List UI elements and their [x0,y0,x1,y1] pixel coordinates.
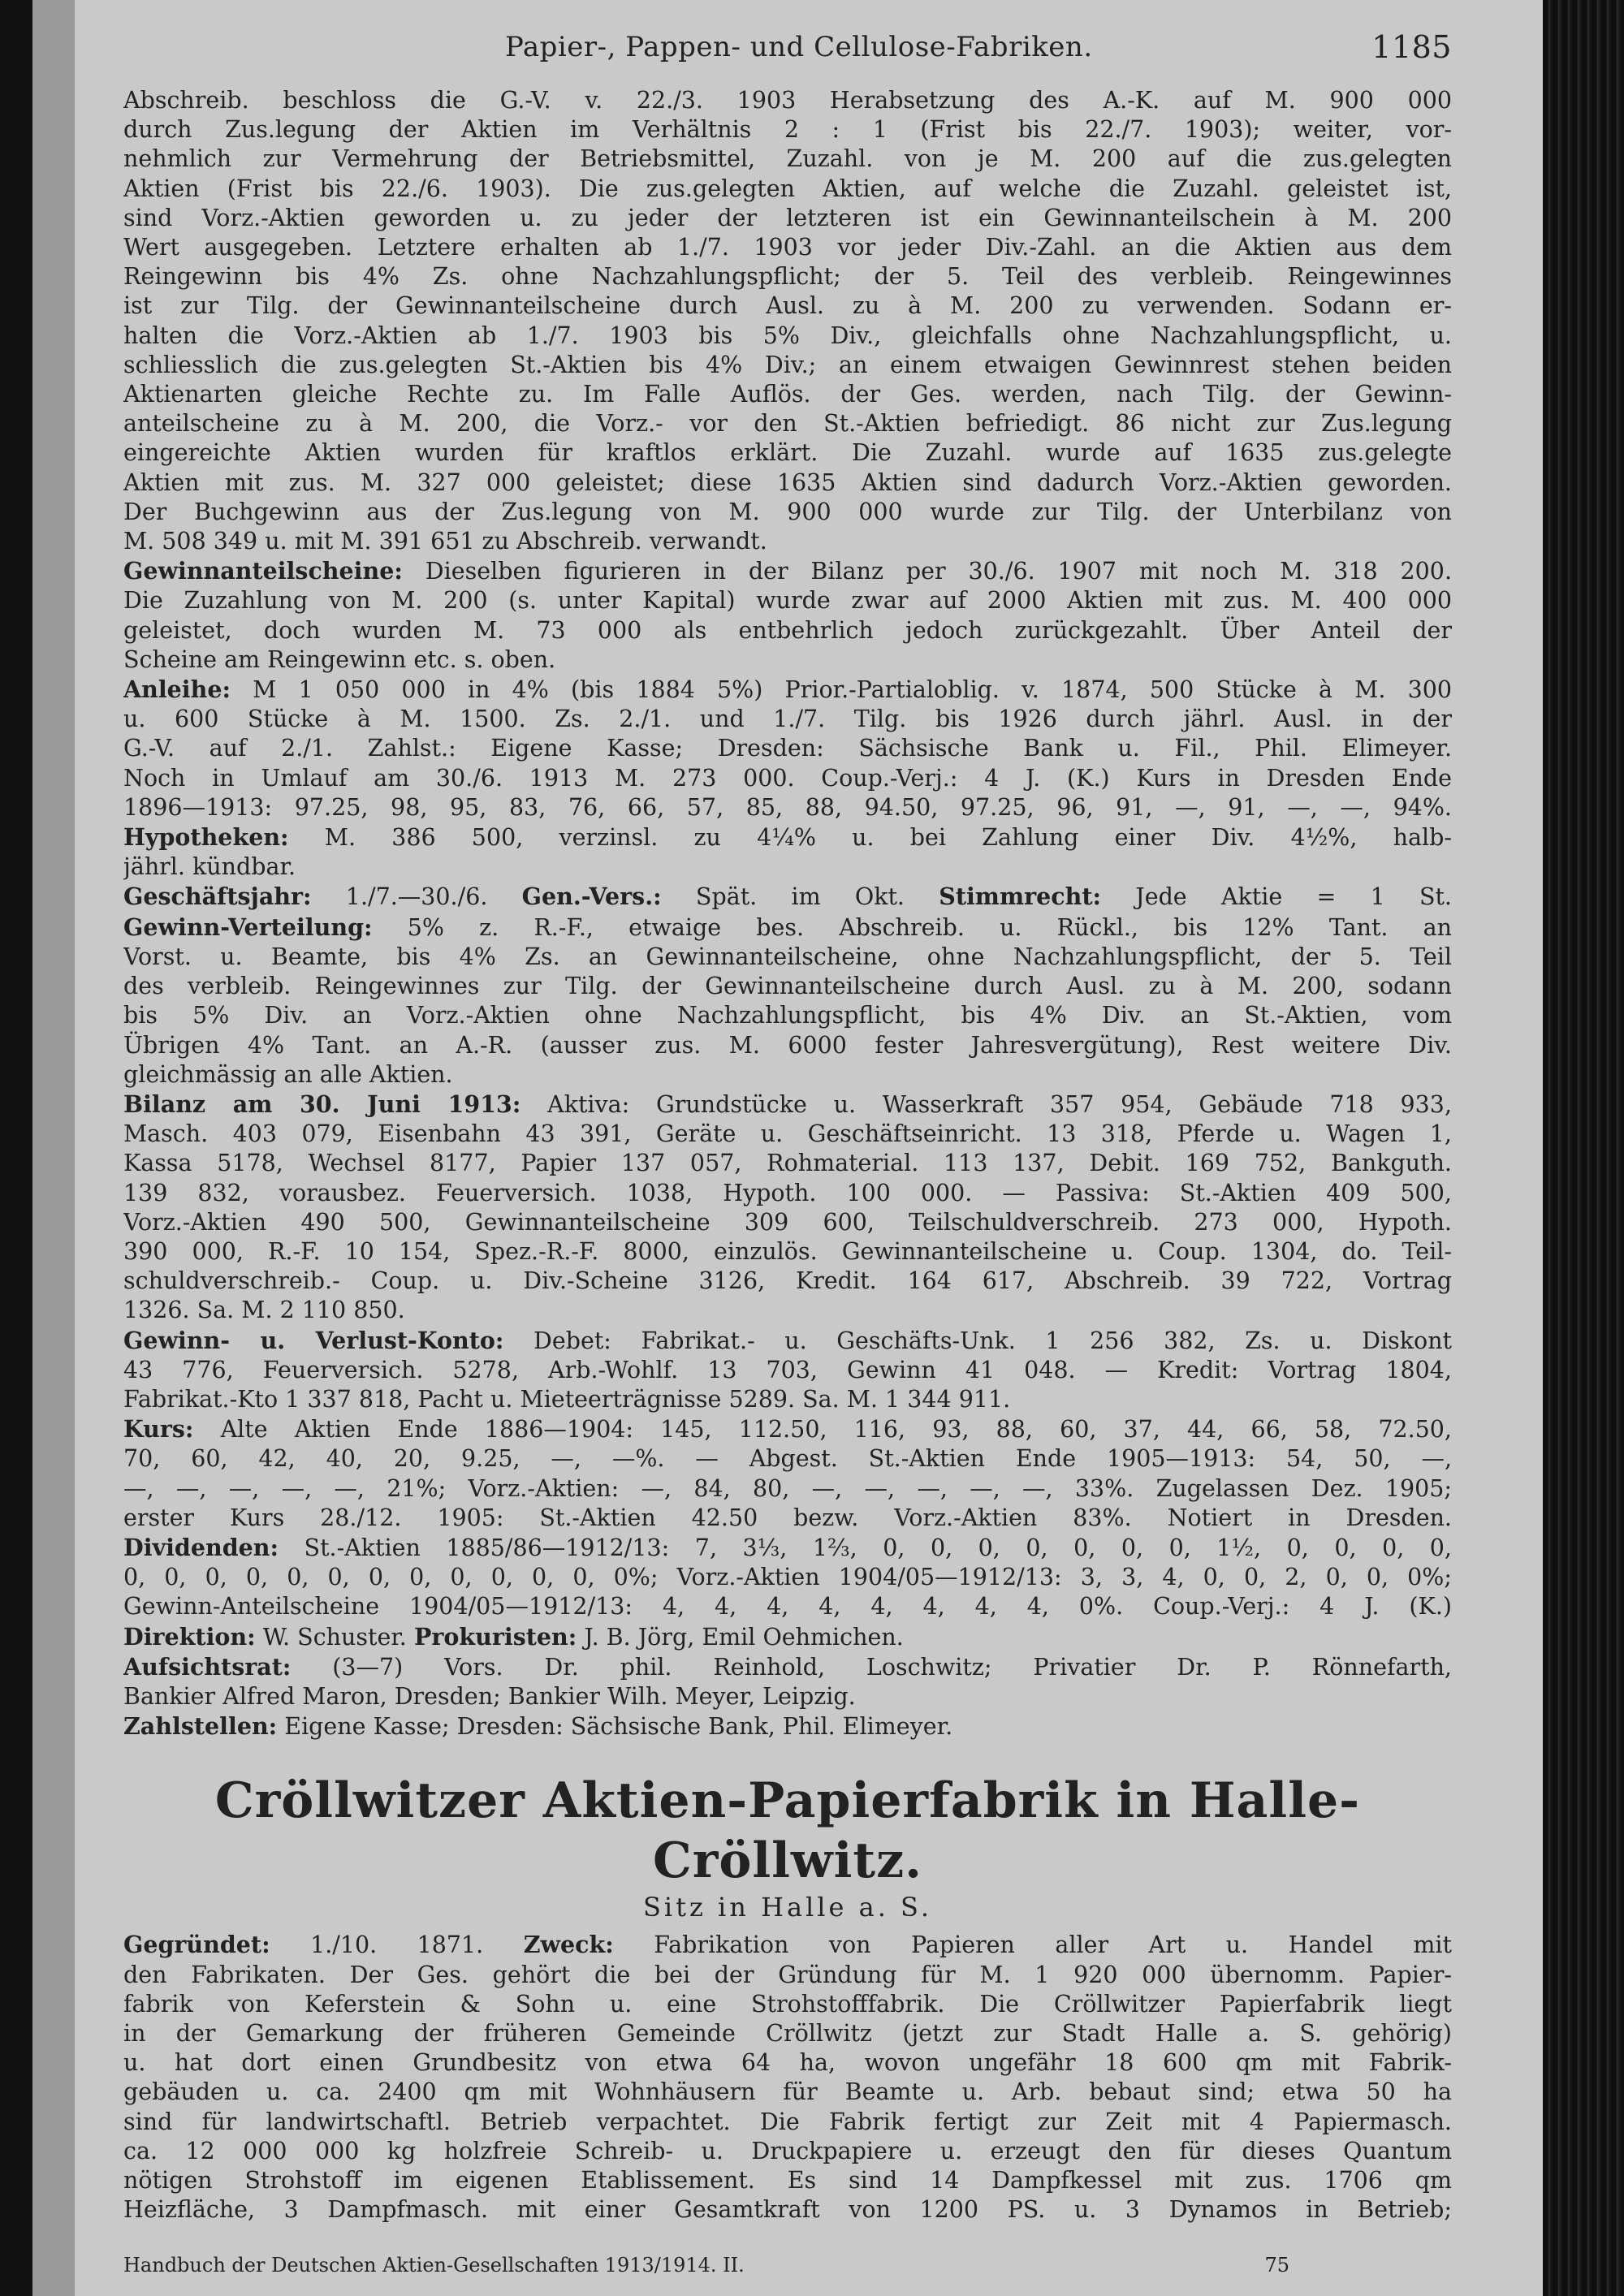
page-footer [123,2251,1452,2280]
text-line: Vorst. u. Beamte, bis 4% Zs. an Gewinnanteilscheine, ohne Nachzahlungspflicht, der 5. Teil [123,943,1452,970]
text-line: den Fabrikaten. Der Ges. gehört die bei der Gründung für M. 1 920 000 übernomm. Papier- [123,1961,1452,1988]
text-run: Aktiva: Grundstücke u. Wasserkraft 357 954, Gebäude 718 933, [520,1090,1452,1118]
text-line: u. 600 Stücke à M. 1500. Zs. 2./1. und 1./7. Tilg. bis 1926 durch jährl. Ausl. in der [123,706,1452,733]
section-label: Anleihe: [123,675,231,704]
text-line: Die Zuzahlung von M. 200 (s. unter Kapital) wurde zwar auf 2000 Aktien mit zus. M. 400 000 [123,587,1452,615]
section-label: Dividenden: [123,1533,279,1561]
company-description [123,1930,1452,2225]
text-line: Masch. 403 079, Eisenbahn 43 391, Geräte u. Geschäftseinricht. 13 318, Pferde u. Wagen 1, [123,1120,1452,1148]
scan-left-edge [0,0,32,2296]
section-label: Kurs: [123,1415,194,1444]
section-label: Zahlstellen: [123,1712,278,1741]
text-line: fabrik von Keferstein & Sohn u. eine Strohstofffabrik. Die Cröllwitzer Papierfabrik liegt [123,1990,1452,2018]
text-run: Spät. im Okt. [661,883,939,911]
text-line: u. hat dort einen Grundbesitz von etwa 64 ha, wovon ungefähr 18 600 qm mit Fabrik- [123,2049,1452,2077]
text-line: nehmlich zur Vermehrung der Betriebsmittel, Zuzahl. von je M. 200 auf die zus.gelegten [123,145,1452,173]
document-page [75,0,1543,2296]
text-line [123,1326,1452,1356]
section-label: Gewinn-Verteilung: [123,913,373,941]
text-line: eingereichte Aktien wurden für kraftlos erklärt. Die Zuzahl. wurde auf 1635 zus.gelegte [123,439,1452,467]
text-line: 70, 60, 42, 40, 20, 9.25, —, —%. — Abgest. St.-Aktien Ende 1905—1913: 54, 50, —, [123,1445,1452,1473]
running-header [505,29,1452,65]
text-run: St.-Aktien 1885/86—1912/13: 7, 3⅓, 1⅔, 0, 0, 0, 0, 0, 0, 0, 1½, 0, 0, 0, 0, [279,1534,1452,1561]
section-label: Stimmrecht: [939,883,1102,911]
text-run: Jede Aktie = 1 St. [1101,883,1452,911]
page-content [123,29,1452,2281]
page-number: 1185 [1371,29,1452,65]
text-run: Fabrikation von Papieren aller Art u. Handel mit [613,1931,1452,1959]
section-label: Geschäftsjahr: [123,883,312,911]
text-line: Der Buchgewinn aus der Zus.legung von M. 900 000 wurde zur Tilg. der Unterbilanz von [123,498,1452,525]
text-line: schuldverschreib.- Coup. u. Div.-Scheine 3126, Kredit. 164 617, Abschreib. 39 722, Vortrag [123,1267,1452,1295]
text-run: W. Schuster. [255,1623,414,1651]
section-label: Zweck: [523,1931,614,1959]
text-line: geleistet, doch wurden M. 73 000 als entbehrlich jedoch zurückgezahlt. Über Anteil der [123,616,1452,644]
text-line [123,913,1452,943]
text-line [123,1414,1452,1444]
text-line: Heizfläche, 3 Dampfmasch. mit einer Gesamtkraft von 1200 PS. u. 3 Dynamos in Betrieb; [123,2196,1452,2224]
footer-source: Handbuch der Deutschen Aktien-Gesellschaften 1913/1914. II. [123,2254,745,2277]
bilanz-section [123,1090,1452,1326]
text-line: Aktien mit zus. M. 327 000 geleistet; diese 1635 Aktien sind dadurch Vorz.-Aktien geworden. [123,468,1452,496]
text-line [123,1652,1452,1682]
text-run: M 1 050 000 in 4% (bis 1884 5%) Prior.-Partialoblig. v. 1874, 500 Stücke à M. 300 [231,676,1452,704]
text-line: jährl. kündbar. [123,853,296,881]
footer-signature: 75 [1264,2254,1289,2277]
text-run: Dieselben figurieren in der Bilanz per 30./6. 1907 mit noch M. 318 200. [402,558,1452,585]
text-line [123,1930,1452,1960]
text-line [123,675,1452,705]
text-line [123,822,1452,852]
text-line: Fabrikat.-Kto 1 337 818, Pacht u. Mieteerträgnisse 5289. Sa. M. 1 344 911. [123,1385,1011,1413]
text-run: (3—7) Vors. Dr. phil. Reinhold, Loschwitz; Privatier Dr. P. Rönnefarth, [291,1653,1452,1681]
text-run: J. B. Jörg, Emil Oehmichen. [577,1623,904,1651]
text-line: Aktien (Frist bis 22./6. 1903). Die zus.gelegten Aktien, auf welche die Zuzahl. geleistet ist, [123,175,1452,202]
text-line: anteilscheine zu à M. 200, die Vorz.- vor den St.-Aktien befriedigt. 86 nicht zur Zus.legung [123,410,1452,438]
company-subtitle: Sitz in Halle a. S. [643,1892,932,1923]
gewinn-verteilung-section [123,913,1452,1090]
text-line [123,1622,1452,1652]
text-line: 390 000, R.-F. 10 154, Spez.-R.-F. 8000, einzulös. Gewinnanteilscheine u. Coup. 1304, do. Teil- [123,1237,1452,1265]
text-line: Gewinn-Anteilscheine 1904/05—1912/13: 4, 4, 4, 4, 4, 4, 4, 4, 0%. Coup.-Verj.: 4 J. (K.) [123,1593,1452,1621]
text-line: 0, 0, 0, 0, 0, 0, 0, 0, 0, 0, 0, 0, 0%; Vorz.-Aktien 1904/05—1912/13: 3, 3, 4, 0, 0, 2, 0, 0, 0%; [123,1564,1452,1591]
scan-right-edge [1543,0,1624,2296]
text-line: Noch in Umlauf am 30./6. 1913 M. 273 000. Coup.-Verj.: 4 J. (K.) Kurs in Dresden Ende [123,764,1452,792]
text-run: M. 386 500, verzinsl. zu 4¼% u. bei Zahlung einer Div. 4½%, halb- [288,824,1452,852]
section-label: Gen.-Vers.: [521,883,662,911]
previous-page-strip [32,0,75,2296]
text-line: in der Gemarkung der früheren Gemeinde Cröllwitz (jetzt zur Stadt Halle a. S. gehörig) [123,2019,1452,2047]
text-run: Debet: Fabrikat.- u. Geschäfts-Unk. 1 256 382, Zs. u. Diskont [503,1327,1452,1354]
hypotheken-section [123,822,1452,882]
text-line: —, —, —, —, —, 21%; Vorz.-Aktien: —, 84, 80, —, —, —, —, —, 33%. Zugelassen Dez. 1905; [123,1474,1452,1502]
aufsichtsrat-section [123,1652,1452,1711]
text-line: Abschreib. beschloss die G.-V. v. 22./3. 1903 Herabsetzung des A.-K. auf M. 900 000 [123,87,1452,114]
section-label: Aufsichtsrat: [123,1652,292,1681]
text-line: Vorz.-Aktien 490 500, Gewinnanteilscheine 309 600, Teilschuldverschreib. 273 000, Hypoth. [123,1208,1452,1236]
text-line [123,1090,1452,1120]
text-run: 1./7.—30./6. [311,883,522,911]
geschaeftsjahr-section [123,882,1452,912]
text-line: ist zur Tilg. der Gewinnanteilscheine durch Ausl. zu à M. 200 zu verwenden. Sodann er- [123,292,1452,320]
text-line: schliesslich die zus.gelegten St.-Aktien bis 4% Div.; an einem etwaigen Gewinnrest stehen beiden [123,351,1452,378]
text-run: 1./10. 1871. [270,1931,524,1959]
company-title: Cröllwitzer Aktien-Papierfabrik in Halle-Cröllwitz. [214,1772,1361,1890]
anleihe-section [123,675,1452,822]
text-line: Wert ausgegeben. Letztere erhalten ab 1./7. 1903 vor jeder Div.-Zahl. an die Aktien aus dem [123,234,1452,261]
text-line: Aktienarten gleiche Rechte zu. Im Falle Auflös. der Ges. werden, nach Tilg. der Gewinn- [123,381,1452,408]
text-line: 1326. Sa. M. 2 110 850. [123,1297,405,1324]
text-line: ca. 12 000 000 kg holzfreie Schreib- u. Druckpapiere u. erzeugt den für dieses Quantum [123,2137,1452,2164]
text-line: Scheine am Reingewinn etc. s. oben. [123,645,556,673]
text-line: M. 508 349 u. mit M. 391 651 zu Abschreib. verwandt. [123,528,767,555]
kurs-section [123,1414,1452,1533]
text-line: Reingewinn bis 4% Zs. ohne Nachzahlungspflicht; der 5. Teil des verbleib. Reingewinnes [123,263,1452,291]
text-line: G.-V. auf 2./1. Zahlst.: Eigene Kasse; Dresden: Sächsische Bank u. Fil., Phil. Elimeyer. [123,735,1452,762]
text-run: Alte Aktien Ende 1886—1904: 145, 112.50, 116, 93, 88, 60, 37, 44, 66, 58, 72.50, [193,1416,1452,1444]
section-label: Hypotheken: [123,823,289,852]
text-line: 1896—1913: 97.25, 98, 95, 83, 76, 66, 57, 85, 88, 94.50, 97.25, 96, 91, —, 91, —, —, 94%. [123,793,1452,821]
text-line: 139 832, vorausbez. Feuerversich. 1038, Hypoth. 100 000. — Passiva: St.-Aktien 409 500, [123,1179,1452,1206]
text-line: Kassa 5178, Wechsel 8177, Papier 137 057, Rohmaterial. 113 137, Debit. 169 752, Bankguth. [123,1150,1452,1177]
text-line [123,1533,1452,1563]
gewinnanteilscheine-section [123,556,1452,675]
text-line: Übrigen 4% Tant. an A.-R. (ausser zus. M. 6000 fester Jahresvergütung), Rest weitere Div. [123,1031,1452,1059]
dividenden-section [123,1533,1452,1622]
section-label: Bilanz am 30. Juni 1913: [123,1090,521,1118]
section-label: Prokuristen: [413,1622,577,1651]
text-line [123,882,1452,912]
text-line: Bankier Alfred Maron, Dresden; Bankier Wilh. Meyer, Leipzig. [123,1682,856,1710]
direktion-section [123,1622,1452,1652]
text-line: bis 5% Div. an Vorz.-Aktien ohne Nachzahlungspflicht, bis 4% Div. an St.-Aktien, vom [123,1002,1452,1029]
guv-section [123,1326,1452,1415]
text-line: nötigen Strohstoff im eigenen Etablissement. Es sind 14 Dampfkessel mit zus. 1706 qm [123,2167,1452,2194]
text-line [123,1711,1452,1741]
text-line: gleichmässig an alle Aktien. [123,1060,453,1088]
text-run: Eigene Kasse; Dresden: Sächsische Bank, Phil. Elimeyer. [277,1713,953,1741]
text-line: des verbleib. Reingewinnes zur Tilg. der Gewinnanteilscheine durch Ausl. zu à M. 200, sodann [123,973,1452,1000]
section-label: Gegründet: [123,1931,270,1959]
section-label: Gewinn- u. Verlust-Konto: [123,1326,504,1354]
text-line: durch Zus.legung der Aktien im Verhältnis 2 : 1 (Frist bis 22./7. 1903); weiter, vor- [123,116,1452,144]
zahlstellen-section [123,1711,1452,1741]
capital-history-paragraph [123,86,1452,556]
text-line: sind Vorz.-Aktien geworden u. zu jeder der letzteren ist ein Gewinnanteilschein à M. 200 [123,204,1452,231]
text-run: 5% z. R.-F., etwaige bes. Abschreib. u. Rückl., bis 12% Tant. an [372,913,1452,941]
text-line: sind für landwirtschaftl. Betrieb verpachtet. Die Fabrik fertigt zur Zeit mit 4 Papiermasch. [123,2108,1452,2135]
header-title: Papier-, Pappen- und Cellulose-Fabriken. [505,31,1093,63]
text-line: erster Kurs 28./12. 1905: St.-Aktien 42.50 bezw. Vorz.-Aktien 83%. Notiert in Dresden. [123,1504,1452,1531]
text-line: 43 776, Feuerversich. 5278, Arb.-Wohlf. 13 703, Gewinn 41 048. — Kredit: Vortrag 1804, [123,1356,1452,1383]
section-label: Direktion: [123,1622,256,1651]
text-line: halten die Vorz.-Aktien ab 1./7. 1903 bis 5% Div., gleichfalls ohne Nachzahlungspflicht, u. [123,322,1452,349]
text-line: gebäuden u. ca. 2400 qm mit Wohnhäusern für Beamte u. Arb. bebaut sind; etwa 50 ha [123,2078,1452,2106]
text-line [123,556,1452,586]
section-label: Gewinnanteilscheine: [123,557,403,585]
